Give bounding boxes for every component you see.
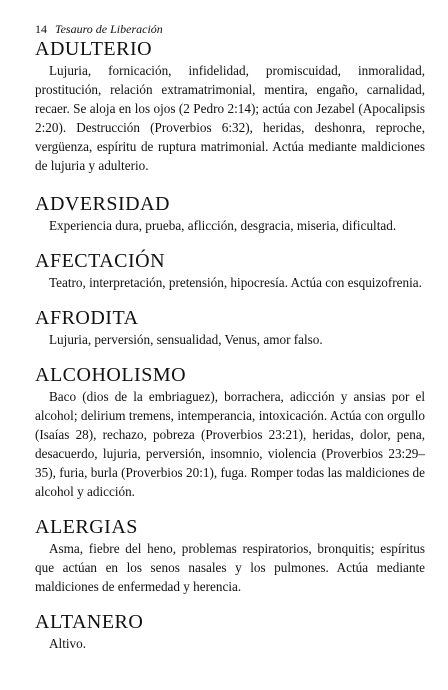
entry-definition: Altivo. [49, 636, 86, 651]
entry-term: ADVERSIDAD [35, 193, 170, 215]
entry-term: AFECTACIÓN [35, 250, 166, 272]
entry-definition: Experiencia dura, prueba, aflicción, desgracia, miseria, dificultad. [49, 218, 397, 233]
entry-definition: Asma, fiebre del heno, problemas respiratorios, bronquitis; espíritus que actúan en los senos nasales y los pulmones. Actúa mediante maldiciones de enfermedad y herencia. [35, 541, 425, 594]
entry-term: ALCOHOLISMO [35, 364, 187, 386]
entry-term: ALERGIAS [35, 516, 138, 538]
entry-term: ADULTERIO [35, 38, 153, 60]
page-number: 14 [35, 22, 47, 36]
entry-definition: Lujuria, fornicación, infidelidad, promiscuidad, inmoralidad, prostitución, relación extramatrimonial, mentira, engaño, carnalidad, recaer. Se aloja en los ojos (2 Pedro 2:14); actúa con Jezabel (Apocalipsis 2:20). Destrucción (Proverbios 6:32), heridas, deshonra, reproche, vergüenza, espíritu de ruptura matrimonial. Actúa mediante maldiciones de lujuria y adulterio. [35, 63, 425, 173]
running-head [35, 22, 425, 36]
entry-definition: Lujuria, perversión, sensualidad, Venus, amor falso. [49, 332, 323, 347]
entry-afectacion [35, 249, 425, 292]
book-title: Tesauro de Liberación [55, 22, 163, 36]
entry-term: AFRODITA [35, 307, 139, 329]
entry-adulterio [35, 37, 425, 175]
entry-definition: Baco (dios de la embriaguez), borrachera, adicción y ansias por el alcohol; delirium tremens, intemperancia, intoxicación. Actúa con orgullo (Isaías 28), rechazo, pobreza (Proverbios 23:21), heridas, dolor, pena, desacuerdo, lujuria, perversión, insomnio, violencia (Proverbios 23:29–35), furia, burla (Proverbios 20:1), fuga. Romper todas las maldiciones de alcohol y adicción. [35, 389, 425, 499]
entry-definition: Teatro, interpretación, pretensión, hipocresía. Actúa con esquizofrenia. [49, 275, 422, 290]
entry-adversidad [35, 192, 425, 235]
book-page [35, 22, 425, 653]
entry-altanero [35, 610, 425, 653]
entry-alcoholismo [35, 363, 425, 501]
entry-term: ALTANERO [35, 611, 144, 633]
entry-afrodita [35, 306, 425, 349]
entry-alergias [35, 515, 425, 596]
